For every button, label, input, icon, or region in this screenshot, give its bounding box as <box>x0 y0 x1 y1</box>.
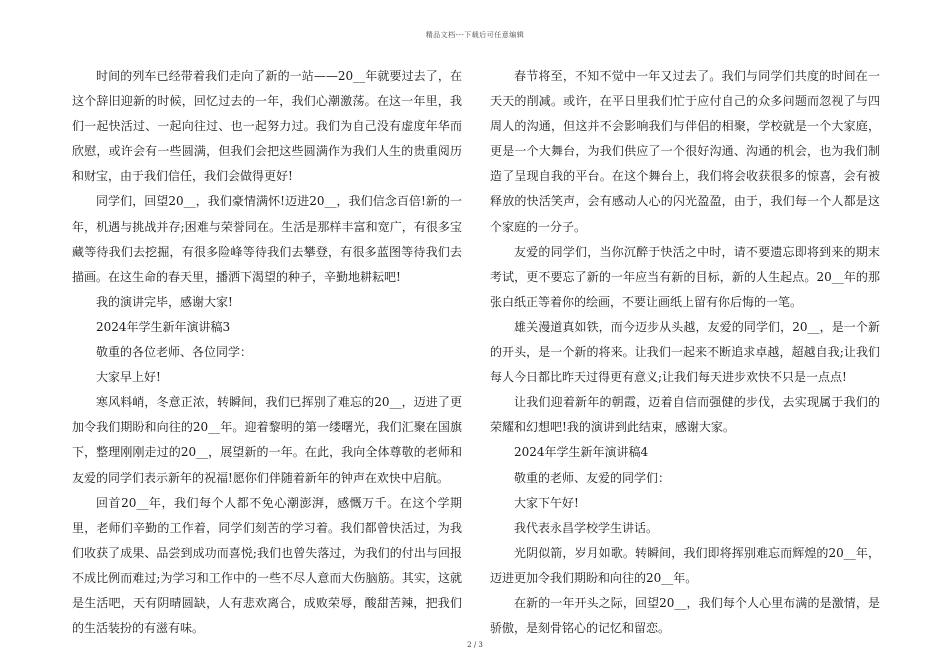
salutation: 敬重的各位老师、各位同学： <box>96 345 253 360</box>
section-heading: 2024年学生新年演讲稿3 <box>96 319 231 334</box>
paragraph: 友爱的同学们，当你沉醉于快活之中时，请不要遗忘即将到来的期末考试，更不要忘了新的一年应当有新的目标，新的人生起点。20__年的那张白纸正等着你的绘画，不要让画纸上留有你后悔的一笔。 <box>490 244 880 309</box>
paragraph: 光阴似箭，岁月如歌。转瞬间，我们即将挥别难忘而辉煌的20__年，迈进更加令我们期盼和向往的20__年。 <box>490 545 880 585</box>
page-header: 精品文档---下载后可任意编辑 <box>425 31 525 39</box>
paragraph: 雄关漫道真如铁，而今迈步从头越，友爱的同学们，20__，是一个新的开头，是一个新的将来。让我们一起来不断追求卓越，超越自我;让我们每人今日都比昨天过得更有意义;让我们每天进步欢快不只是一点点! <box>490 319 880 385</box>
paragraph: 在新的一年开头之际，回望20__，我们每个人心里布满的是激情，是骄傲，是刻骨铭心的记忆和留恋。 <box>490 595 880 636</box>
greeting: 大家下午好! <box>514 495 579 510</box>
paragraph: 让我们迎着新年的朝霞，迈着自信而强健的步伐，去实现属于我们的荣耀和幻想吧!我的演讲到此结束，感谢大家。 <box>490 395 880 435</box>
page-number: 2 / 3 <box>467 641 483 649</box>
left-column <box>72 64 462 641</box>
salutation: 敬重的老师、友爱的同学们： <box>514 470 671 485</box>
paragraph: 回首20__年，我们每个人都不免心潮澎湃，感慨万千。在这个学期里，老师们辛勤的工作着，同学们刻苦的学习着。我们都曾快活过，为我们收获了成果、品尝到成功而喜悦;我们也曾失落过，为我们的付出与回报不成比例而难过;为学习和工作中的一些不尽人意而大伤脑筋。其实，这就是生活吧，天有阴晴圆缺，人有悲欢离合，成败荣辱，酸甜苦辣，把我们的生活装扮的有滋有味。 <box>72 495 462 636</box>
right-column <box>490 64 880 641</box>
paragraph: 时间的列车已经带着我们走向了新的一站——20__年就要过去了，在这个辞旧迎新的时候，回忆过去的一年，我们心潮激荡。在这一年里，我们一起快活过、一起向往过、也一起努力过。我们为自己没有虚度年华而欣慰，或许会有一些圆满，但我们会把这些圆满作为我们人生的贵重阅历和财宝，由于我们信任，我们会做得更好! <box>72 69 462 184</box>
paragraph: 我的演讲完毕，感谢大家! <box>96 294 233 309</box>
section-heading: 2024年学生新年演讲稿4 <box>514 445 649 460</box>
paragraph: 我代表永昌学校学生讲话。 <box>514 520 659 535</box>
paragraph: 春节将至，不知不觉中一年又过去了。我们与同学们共度的时间在一天天的削减。或许，在平日里我们忙于应付自己的众多问题而忽视了与四周人的沟通，但这并不会影响我们与伴侣的相聚，学校就是一个大家庭，更是一个大舞台，为我们供应了一个很好沟通、沟通的机会，也为我们制造了呈现自我的平台。在这个舞台上，我们将会收获很多的惊喜，会有被释放的快活笑声，会有感动人心的闪光盈盈，由于，我们每一个人都是这个家庭的一分子。 <box>490 69 880 234</box>
greeting: 大家早上好! <box>96 370 161 385</box>
paragraph: 同学们，回望20__，我们豪情满怀!迈进20__，我们信念百倍!新的一年，机遇与挑战并存;困难与荣誉同在。生活是那样丰富和宽广，有很多宝藏等待我们去挖掘，有很多险峰等待我们去攀登，有很多蓝图等待我们去描画。在这生命的春天里，播洒下渴望的种子，辛勤地耕耘吧! <box>72 194 462 284</box>
paragraph: 寒风料峭，冬意正浓，转瞬间，我们已挥别了难忘的20__，迈进了更加令我们期盼和向往的20__年。迎着黎明的第一缕曙光，我们汇聚在国旗下，整理刚刚走过的20__，展望新的一年。在此，我向全体尊敬的老师和友爱的同学们表示新年的祝福!愿你们伴随着新年的钟声在欢快中启航。 <box>72 395 462 485</box>
